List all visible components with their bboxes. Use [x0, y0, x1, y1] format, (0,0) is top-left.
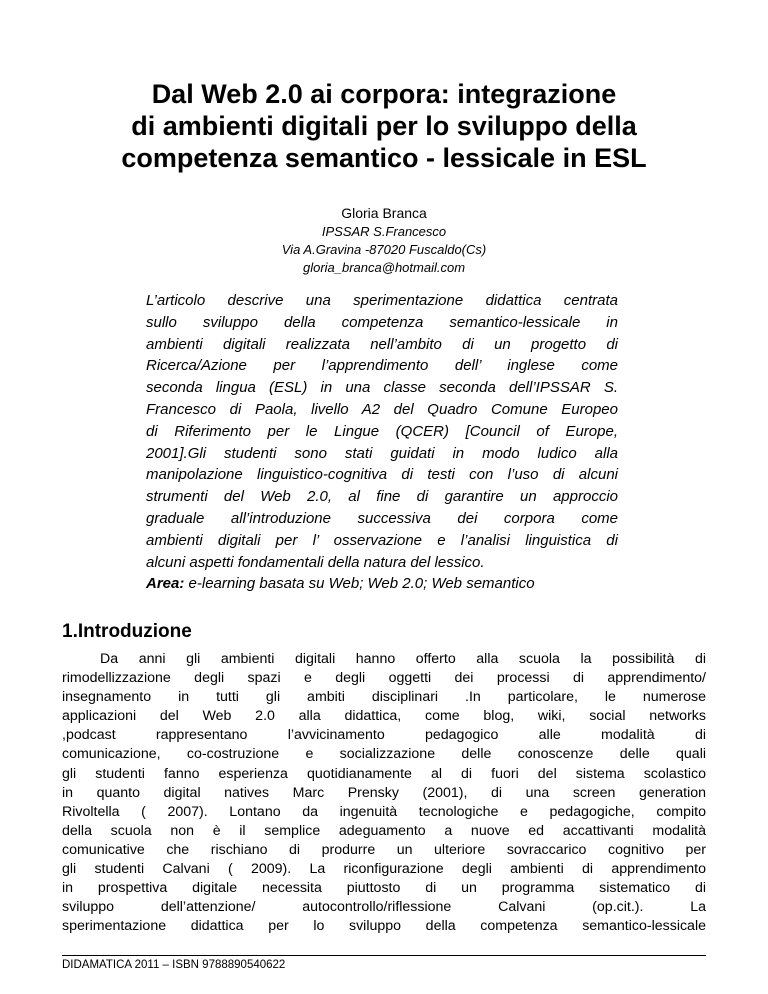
author-affiliation: [0, 223, 768, 277]
body-text: [62, 650, 706, 936]
paper-title: [80, 78, 688, 174]
page-footer: DIDAMATICA 2011 – ISBN 9788890540622: [62, 959, 286, 971]
abstract-line: strumenti del Web 2.0, al fine di garantire un approccio: [146, 488, 618, 506]
abstract-line: Francesco di Paola, livello A2 del Quadro Comune Europeo: [146, 400, 618, 418]
area-label: Area:: [146, 575, 185, 593]
abstract-line: 2001].Gli studenti sono stati guidati in modo ludico alla: [146, 444, 618, 462]
author-name: Gloria Branca: [341, 205, 427, 221]
affiliation-line: Via A.Gravina -87020 Fuscaldo(Cs): [281, 242, 487, 257]
abstract-line: sullo sviluppo della competenza semantico-lessicale in: [146, 313, 618, 331]
body-line: gli studenti fanno esperienza quotidianamente al di fuori del sistema scolastico: [62, 765, 706, 782]
body-line: della scuola non è il semplice adeguamento a nuove ed accattivanti modalità: [62, 822, 706, 839]
abstract-line: manipolazione linguistico-cognitiva di testi con l’uso di alcuni: [146, 466, 618, 484]
title-line: di ambienti digitali per lo sviluppo della: [131, 111, 637, 141]
abstract-line: L’articolo descrive una sperimentazione didattica centrata: [146, 292, 618, 309]
body-line: applicazioni del Web 2.0 alla didattica, come blog, wiki, social networks: [62, 708, 706, 725]
abstract-line: di Riferimento per le Lingue (QCER) [Council of Europe,: [146, 422, 618, 440]
section-heading: 1.Introduzione: [62, 621, 192, 642]
body-line: ,podcast rappresentano l’avvicinamento pedagogico alle modalità di: [62, 727, 706, 744]
abstract-line: seconda lingua (ESL) in una classe seconda dell’IPSSAR S.: [146, 379, 618, 397]
body-line: in prospettiva digitale necessita piuttosto di un programma sistematico di: [62, 880, 706, 897]
keywords-area: [146, 573, 618, 595]
abstract-line: Ricerca/Azione per l’apprendimento dell’ inglese come: [146, 357, 618, 375]
body-line: gli studenti Calvani ( 2009). La riconfigurazione degli ambienti di apprendimento: [62, 861, 706, 878]
body-line: comunicazione, co-costruzione e socializzazione delle conoscenze delle quali: [62, 746, 706, 763]
abstract-line: alcuni aspetti fondamentali della natura del lessico.: [146, 553, 485, 571]
affiliation-line: IPSSAR S.Francesco: [321, 224, 447, 239]
area-text: e-learning basata su Web; Web 2.0; Web semantico: [184, 575, 535, 593]
body-line: Da anni gli ambienti digitali hanno offerto alla scuola la possibilità di: [100, 651, 706, 667]
author-email: gloria_branca@hotmail.com: [302, 260, 466, 275]
body-line: in quanto digital natives Marc Prensky (2001), di una screen generation: [62, 784, 706, 801]
title-line: Dal Web 2.0 ai corpora: integrazione: [151, 79, 617, 109]
body-line: sviluppo dell’attenzione/ autocontrollo/riflessione Calvani (op.cit.). La: [62, 899, 706, 916]
body-line: sperimentazione didattica per lo sviluppo della competenza semantico-lessicale: [62, 918, 706, 935]
abstract-line: ambienti digitali per l’ osservazione e l’analisi linguistica di: [146, 531, 618, 549]
abstract-line: ambienti digitali realizzata nell’ambito di un progetto di: [146, 335, 618, 353]
title-line: competenza semantico - lessicale in ESL: [121, 143, 647, 173]
footer-divider: [62, 955, 706, 956]
body-line: insegnamento in tutti gli ambiti disciplinari .In particolare, le numerose: [62, 689, 706, 706]
body-line: comunicative che rischiano di produrre un ulteriore sovraccarico cognitivo per: [62, 841, 706, 858]
abstract-line: graduale all’introduzione successiva dei corpora come: [146, 509, 618, 527]
abstract: [146, 290, 618, 595]
body-line: Rivoltella ( 2007). Lontano da ingenuità tecnologiche e pedagogiche, compito: [62, 803, 706, 820]
body-line: rimodellizzazione degli spazi e degli oggetti dei processi di apprendimento/: [62, 670, 706, 687]
